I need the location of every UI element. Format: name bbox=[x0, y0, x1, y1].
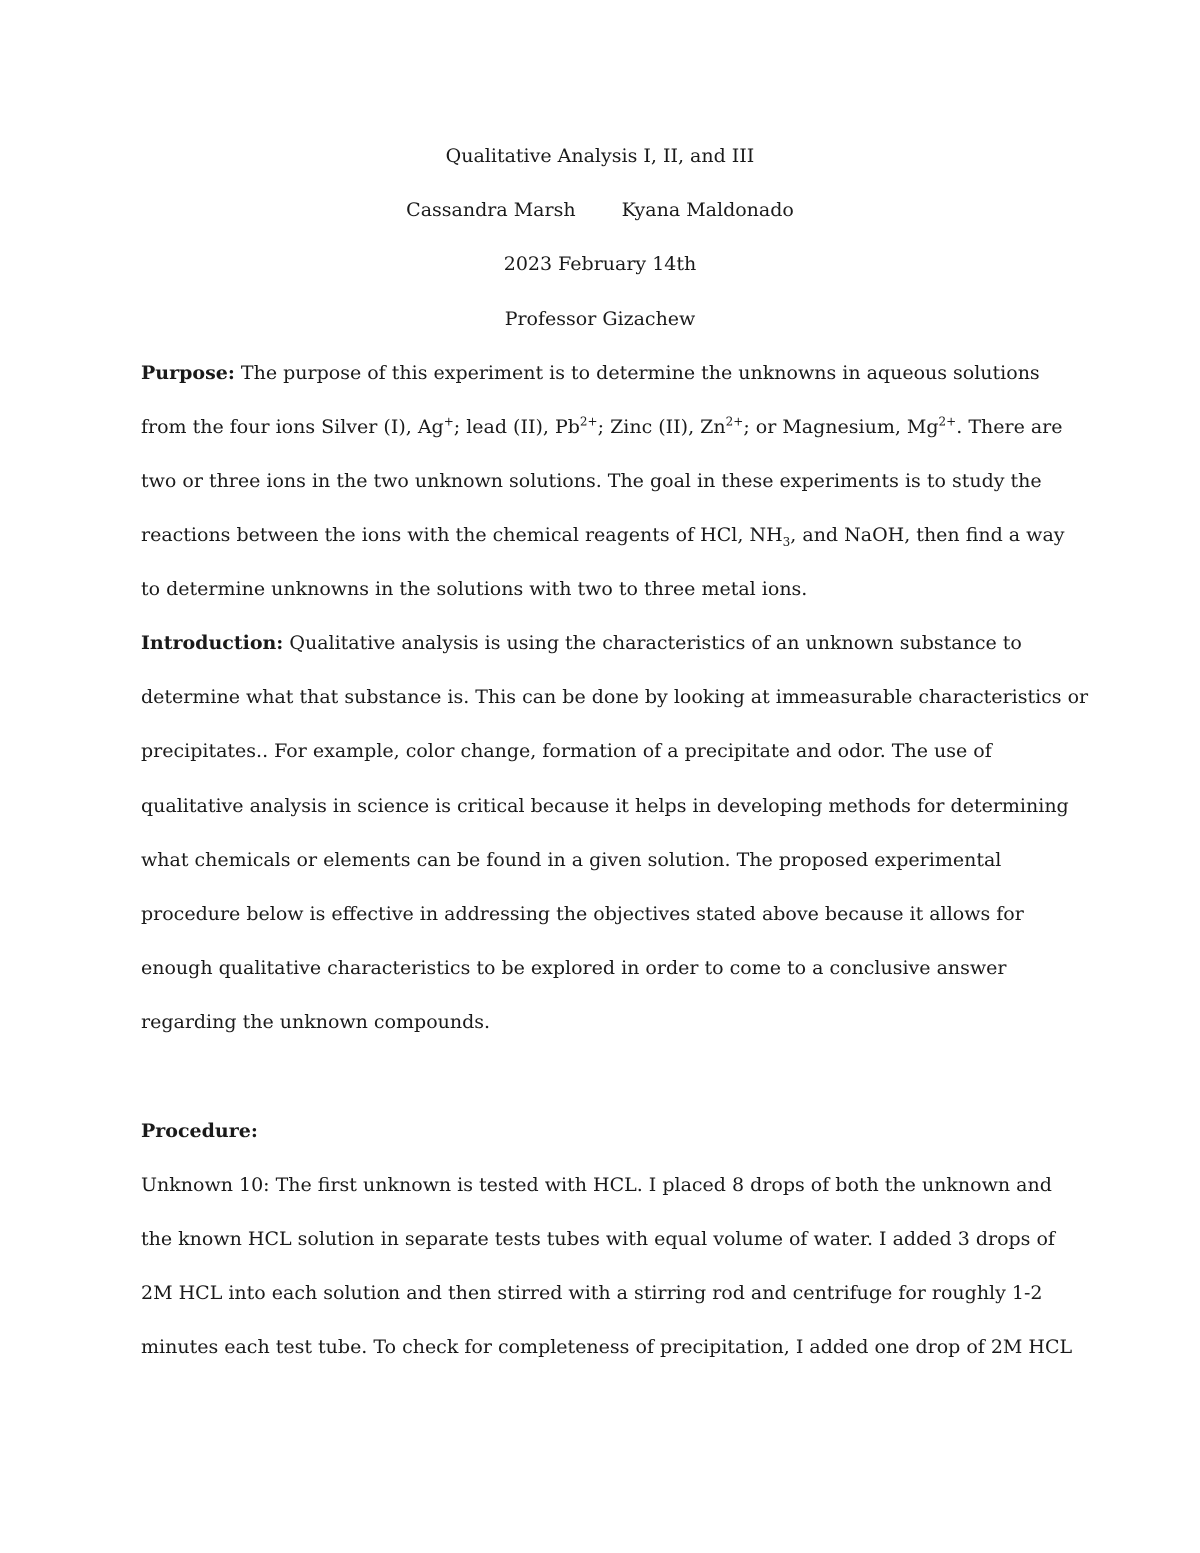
paragraph-text: . There are bbox=[956, 416, 1063, 438]
author-name: Cassandra Marsh bbox=[406, 199, 576, 221]
introduction-heading: Introduction: bbox=[141, 632, 284, 654]
purpose-paragraph-line: to determine unknowns in the solutions with two to three metal ions. bbox=[141, 578, 808, 600]
paragraph-text: reactions between the ions with the chemical reagents of HCl, NH bbox=[141, 524, 783, 546]
procedure-heading-text: Procedure: bbox=[141, 1120, 258, 1142]
paragraph-text: ; lead (II), Pb bbox=[453, 416, 580, 438]
introduction-paragraph-line: precipitates.. For example, color change, formation of a precipitate and odor. The use of bbox=[141, 740, 992, 762]
purpose-paragraph-line bbox=[141, 360, 1040, 386]
ion-charge: 2+ bbox=[579, 414, 598, 429]
procedure-paragraph-line: minutes each test tube. To check for completeness of precipitation, I added one drop of 2M HCL bbox=[141, 1336, 1073, 1358]
introduction-paragraph-line: procedure below is effective in addressing the objectives stated above because it allows for bbox=[141, 903, 1024, 925]
authors-line bbox=[0, 197, 1200, 223]
introduction-paragraph-line bbox=[141, 630, 1022, 656]
introduction-paragraph-line: determine what that substance is. This can be done by looking at immeasurable characteristics or bbox=[141, 686, 1089, 708]
paragraph-text: ; Zinc (II), Zn bbox=[597, 416, 726, 438]
purpose-paragraph-line bbox=[141, 414, 1063, 440]
introduction-paragraph-line: enough qualitative characteristics to be explored in order to come to a conclusive answer bbox=[141, 957, 1007, 979]
document-date: 2023 February 14th bbox=[503, 253, 697, 275]
paragraph-text: ; or Magnesium, Mg bbox=[743, 416, 939, 438]
paragraph-text: from the four ions Silver (I), Ag bbox=[141, 416, 444, 438]
purpose-paragraph-line: two or three ions in the two unknown solutions. The goal in these experiments is to study the bbox=[141, 470, 1042, 492]
procedure-paragraph-line: 2M HCL into each solution and then stirred with a stirring rod and centrifuge for roughly 1-2 bbox=[141, 1282, 1043, 1304]
procedure-heading bbox=[141, 1118, 258, 1144]
author-name: Kyana Maldonado bbox=[621, 199, 794, 221]
paragraph-text: , and NaOH, then find a way bbox=[790, 524, 1065, 546]
procedure-paragraph-line: Unknown 10: The first unknown is tested with HCL. I placed 8 drops of both the unknown and bbox=[141, 1174, 1052, 1196]
introduction-paragraph-line: what chemicals or elements can be found in a given solution. The proposed experimental bbox=[141, 849, 1002, 871]
purpose-paragraph-line bbox=[141, 522, 1065, 548]
formula-subscript: 3 bbox=[782, 534, 791, 549]
introduction-paragraph-line: regarding the unknown compounds. bbox=[141, 1011, 491, 1033]
professor-name: Professor Gizachew bbox=[504, 308, 696, 330]
ion-charge: + bbox=[443, 414, 454, 429]
paragraph-text: The purpose of this experiment is to determine the unknowns in aqueous solutions bbox=[240, 362, 1040, 384]
paragraph-text: Qualitative analysis is using the characteristics of an unknown substance to bbox=[289, 632, 1022, 654]
introduction-paragraph-line: qualitative analysis in science is critical because it helps in developing methods for determining bbox=[141, 795, 1069, 817]
ion-charge: 2+ bbox=[938, 414, 957, 429]
procedure-paragraph-line: the known HCL solution in separate tests tubes with equal volume of water. I added 3 drops of bbox=[141, 1228, 1055, 1250]
ion-charge: 2+ bbox=[725, 414, 744, 429]
document-title: Qualitative Analysis I, II, and III bbox=[445, 145, 755, 167]
purpose-heading: Purpose: bbox=[141, 362, 235, 384]
